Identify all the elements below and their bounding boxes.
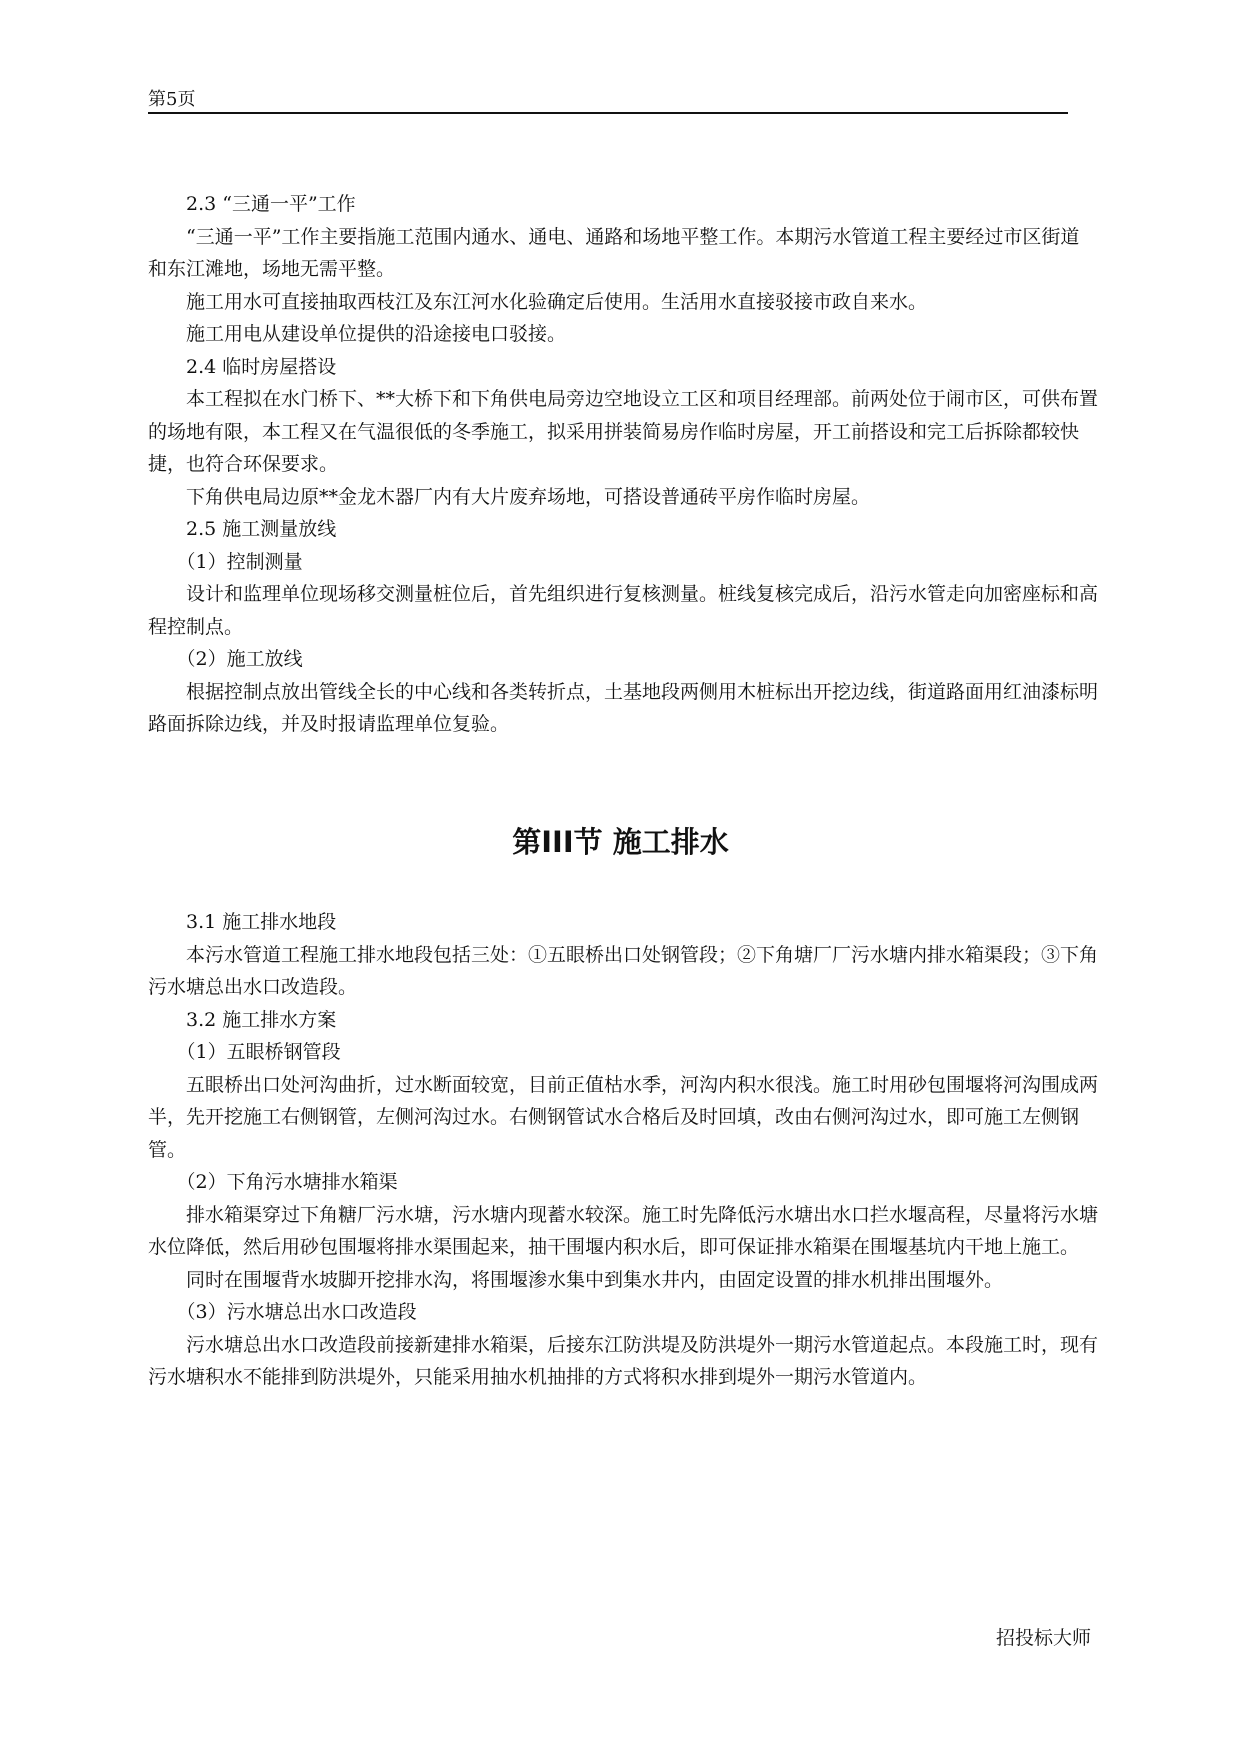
paragraph: 同时在围堰背水坡脚开挖排水沟，将围堰渗水集中到集水井内，由固定设置的排水机排出围堰外。: [186, 1268, 1004, 1291]
subheading-xiajiao-box-channel: （2）下角污水塘排水箱渠: [176, 1171, 398, 1193]
paragraph: 本工程拟在水门桥下、**大桥下和下角供电局旁边空地设立工区和项目经理部。前两处位于闹市区，可供布置的场地有限，本工程又在气温很低的冬季施工，拟采用拼装简易房作临时房屋，开工前搭设和完工后拆除都较快捷，也符合环保要求。: [148, 388, 1099, 475]
paragraph: 施工用水可直接抽取西枝江及东江河水化验确定后使用。生活用水直接驳接市政自来水。: [186, 290, 928, 313]
page-header: [148, 88, 1068, 114]
footer-brand: 招投标大师: [995, 1627, 1091, 1649]
paragraph: 设计和监理单位现场移交测量桩位后，首先组织进行复核测量。桩线复核完成后，沿污水管走向加密座标和高程控制点。: [148, 583, 1099, 638]
subheading-wuyanqiao: （1）五眼桥钢管段: [176, 1041, 341, 1063]
heading-3-2: 3.2 施工排水方案: [186, 1008, 337, 1031]
heading-2-3: 2.3 “三通一平”工作: [186, 193, 356, 215]
paragraph: 排水箱渠穿过下角糖厂污水塘，污水塘内现蓄水较深。施工时先降低污水塘出水口拦水堰高程，尽量将污水塘水位降低，然后用砂包围堰将排水渠围起来，抽干围堰内积水后，即可保证排水箱渠在围堰基坑内干地上施工。: [148, 1203, 1099, 1258]
paragraph: 根据控制点放出管线全长的中心线和各类转折点，土基地段两侧用木桩标出开挖边线，街道路面用红油漆标明路面拆除边线，并及时报请监理单位复验。: [148, 680, 1099, 735]
heading-3-1: 3.1 施工排水地段: [186, 911, 337, 933]
section-3-body: [148, 906, 1098, 1394]
paragraph: 施工用电从建设单位提供的沿途接电口驳接。: [186, 323, 567, 345]
page-number: 第5页: [148, 88, 195, 113]
subheading-layout: （2）施工放线: [176, 648, 303, 670]
heading-2-5: 2.5 施工测量放线: [186, 518, 337, 540]
section-title: 第III节 施工排水: [512, 825, 729, 859]
heading-2-4: 2.4 临时房屋搭设: [186, 355, 337, 378]
header-rule: [148, 112, 1068, 114]
paragraph: “三通一平”工作主要指施工范围内通水、通电、通路和场地平整工作。本期污水管道工程主要经过市区街道和东江滩地，场地无需平整。: [148, 225, 1080, 280]
subheading-control-survey: （1）控制测量: [176, 550, 303, 573]
paragraph: 本污水管道工程施工排水地段包括三处：①五眼桥出口处钢管段；②下角塘厂厂污水塘内排水箱渠段；③下角污水塘总出水口改造段。: [148, 943, 1099, 998]
paragraph: 五眼桥出口处河沟曲折，过水断面较宽，目前正值枯水季，河沟内积水很浅。施工时用砂包围堰将河沟围成两半，先开挖施工右侧钢管，左侧河沟过水。右侧钢管试水合格后及时回填，改由右侧河沟过水，即可施工左侧钢管。: [148, 1073, 1099, 1161]
subheading-outlet-renovation: （3）污水塘总出水口改造段: [176, 1301, 417, 1323]
paragraph: 下角供电局边原**金龙木器厂内有大片废弃场地，可搭设普通砖平房作临时房屋。: [186, 485, 871, 508]
section-2-body: [148, 188, 1098, 741]
paragraph: 污水塘总出水口改造段前接新建排水箱渠，后接东江防洪堤及防洪堤外一期污水管道起点。本段施工时，现有污水塘积水不能排到防洪堤外，只能采用抽水机抽排的方式将积水排到堤外一期污水管道内。: [148, 1333, 1099, 1388]
